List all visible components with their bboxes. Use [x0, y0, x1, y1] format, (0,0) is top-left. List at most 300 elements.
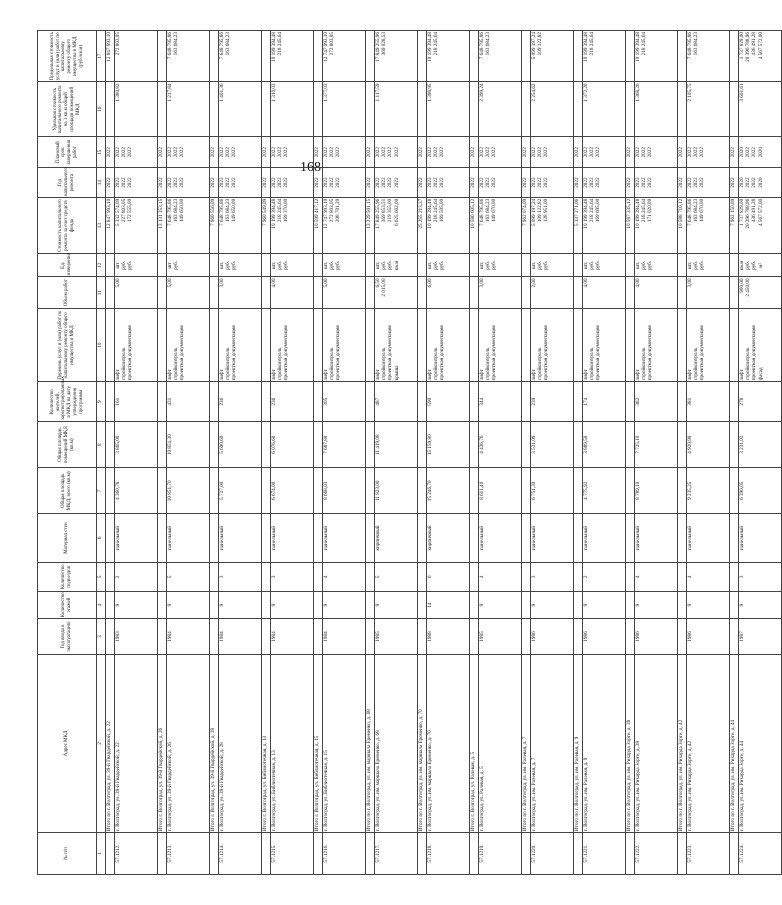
- table-row: [219, 31, 262, 875]
- volume-list: [470, 277, 479, 308]
- cost-item: 7 962 150,09: [730, 198, 736, 227]
- total-row: [210, 31, 219, 875]
- limit-cost-item: 272 803,05: [329, 32, 336, 56]
- deadline-list: [730, 136, 739, 167]
- premises-area: 5 690,60: [219, 422, 262, 468]
- repair-year-list: [470, 168, 479, 197]
- floors-count: [314, 591, 323, 618]
- address-cell: г. Волгоград, ул. 39-й Гвардейской, д. 22: [115, 654, 158, 832]
- repair-year-item: 2022: [173, 177, 180, 188]
- column-header: Адрес МКД: [38, 654, 97, 832]
- entrances-count: 4: [635, 562, 678, 591]
- limit-cost-list: [366, 31, 375, 82]
- unit-cost-list: [271, 82, 314, 137]
- deadline-list: [470, 136, 479, 167]
- units-list: [531, 254, 574, 277]
- entrances-count: 4: [323, 562, 366, 591]
- units-item: руб.: [693, 260, 700, 270]
- limit-cost-list: [375, 31, 418, 82]
- wall-material: [678, 514, 687, 562]
- works-list: [687, 308, 730, 381]
- cost-item: 10 586 605,12: [470, 198, 476, 229]
- premises-area: 4 920,90: [687, 422, 730, 468]
- column-header: Предельная стоимость услуг и (или) работ по капитальному ремонту общего имущества в МКД (руб./кв.м): [38, 31, 97, 82]
- residents-count: 236: [219, 382, 262, 422]
- cost-item: 7 648 795,86: [167, 198, 173, 227]
- units-item: руб.: [491, 260, 498, 270]
- total-area: [106, 468, 115, 514]
- deadline-item: 2022: [219, 147, 225, 158]
- units-item: шт.: [427, 261, 433, 270]
- deadline-item: 2022: [335, 147, 342, 158]
- limit-cost-item: 12 747 993,10: [323, 32, 329, 62]
- works-list: [470, 308, 479, 381]
- units-item: руб.: [329, 260, 336, 270]
- wall-material: [730, 514, 739, 562]
- repair-year-item: 2022: [329, 177, 336, 188]
- units-item: руб.: [127, 260, 134, 270]
- premises-area: 10 851,30: [167, 422, 210, 468]
- cost-item: 171 020,00: [647, 198, 654, 223]
- limit-cost-list: [730, 31, 739, 82]
- units-item: руб.: [277, 260, 284, 270]
- units-item: руб.: [647, 260, 654, 270]
- total-area: 6 751,30: [531, 468, 574, 514]
- unit-cost-list: [375, 82, 418, 137]
- wall-material: панельный: [583, 514, 626, 562]
- entrances-count: 3: [271, 562, 314, 591]
- unit-cost-item: 1 380,82: [115, 83, 121, 102]
- unit-cost-item: 2 399,24: [479, 83, 485, 102]
- total-row: [366, 31, 375, 875]
- limit-cost-list: [522, 31, 531, 82]
- cost-item: 1 737 829,00: [739, 198, 745, 227]
- deadline-item: 2022: [589, 147, 596, 158]
- floors-count: 9: [375, 591, 418, 618]
- works-item: стройконтроль: [485, 347, 492, 381]
- table-row: [271, 31, 314, 875]
- table-row: [687, 31, 730, 875]
- column-header: Год капитального ремонта: [38, 168, 97, 197]
- year-built: [210, 619, 219, 655]
- limit-cost-list: [470, 31, 479, 82]
- cost-list: [531, 197, 574, 254]
- repair-year-item: 2022: [225, 177, 232, 188]
- volume-item: 3,00: [479, 278, 485, 288]
- works-item: проектная документация: [387, 325, 394, 381]
- column-number: 14: [97, 168, 106, 197]
- row-number: 57.1219.: [479, 833, 522, 875]
- unit-cost-item: 1 401,36: [219, 83, 225, 102]
- cost-item: 149 650,00: [179, 198, 186, 223]
- works-item: лифт: [271, 369, 277, 381]
- deadline-item: 2022: [262, 147, 268, 158]
- column-header: Объем работ: [38, 277, 97, 308]
- repair-year-item: 2022: [626, 177, 632, 188]
- deadline-item: 2022: [127, 147, 134, 158]
- repair-year-item: 2022: [323, 177, 329, 188]
- works-item: стройконтроль: [225, 347, 232, 381]
- deadline-list: [366, 136, 375, 167]
- cost-item: 7 648 795,86: [479, 198, 485, 227]
- limit-cost-list: [626, 31, 635, 82]
- limit-cost-list: [583, 31, 626, 82]
- limit-cost-item: 4 567 572,00: [757, 32, 764, 60]
- residents-count: [262, 382, 271, 422]
- works-item: лифт: [479, 369, 485, 381]
- repair-year-item: 2022: [693, 177, 700, 188]
- deadline-list: [115, 136, 158, 167]
- repair-year-item: 2022: [543, 177, 550, 188]
- premises-area: [730, 422, 739, 468]
- wall-material: панельный: [271, 514, 314, 562]
- row-number: [470, 833, 479, 875]
- column-number: 16: [97, 82, 106, 137]
- limit-cost-item: 12 847 993,10: [106, 32, 112, 62]
- table-row: [115, 31, 158, 875]
- cost-list: [583, 197, 626, 254]
- wall-material: [418, 514, 427, 562]
- unit-cost-list: [366, 82, 375, 137]
- year-built: 1986: [531, 619, 574, 655]
- repair-year-list: [314, 168, 323, 197]
- premises-area: [574, 422, 583, 468]
- residents-count: [158, 382, 167, 422]
- row-number: [106, 833, 115, 875]
- units-item: шт.: [687, 261, 693, 270]
- residents-count: [522, 382, 531, 422]
- deadline-list: [314, 136, 323, 167]
- wall-material: [626, 514, 635, 562]
- address-cell: Итого по г. Волгоград, ул. им. Рихарда Зорге, д. 42: [678, 654, 687, 832]
- cost-item: 13 131 353,15: [158, 198, 164, 229]
- repair-year-list: [418, 168, 427, 197]
- works-item: проектная документация: [179, 325, 186, 381]
- cost-list: [635, 197, 678, 254]
- units-item: руб.: [433, 260, 440, 270]
- volume-list: [739, 277, 782, 308]
- works-list: [427, 308, 470, 381]
- repair-year-item: 2022: [314, 177, 320, 188]
- volume-list: [314, 277, 323, 308]
- works-item: стройконтроль: [433, 347, 440, 381]
- deadline-list: [210, 136, 219, 167]
- deadline-item: 2022: [531, 147, 537, 158]
- works-item: стройконтроль: [381, 347, 388, 381]
- repair-year-item: 2022: [366, 177, 372, 188]
- volume-item: 4,00: [635, 278, 641, 288]
- entrances-count: 5: [167, 562, 210, 591]
- floors-count: 9: [583, 591, 626, 618]
- unit-cost-item: 1 217,84: [167, 83, 173, 102]
- wall-material: панельный: [687, 514, 730, 562]
- limit-cost-item: 7 648 795,86: [167, 32, 173, 60]
- wall-material: [210, 514, 219, 562]
- limit-cost-list: [739, 31, 782, 82]
- year-built: [470, 619, 479, 655]
- entrances-count: [730, 562, 739, 591]
- entrances-count: [574, 562, 583, 591]
- limit-cost-item: 109 122,82: [537, 32, 544, 56]
- cost-item: 17 849 255,96: [375, 198, 381, 229]
- units-list: [626, 254, 635, 277]
- residents-count: 236: [271, 382, 314, 422]
- cost-list: [687, 197, 730, 254]
- row-number: [158, 833, 167, 875]
- repair-year-item: 2020: [757, 177, 764, 188]
- deadline-item: 2022: [329, 147, 336, 158]
- limit-cost-item: 436 491,28: [751, 32, 758, 56]
- entrances-count: [314, 562, 323, 591]
- address-cell: Итого г. Волгоград, ул. Библиотечная, д. 13: [262, 654, 271, 832]
- wall-material: [314, 514, 323, 562]
- wall-material: [106, 514, 115, 562]
- row-number: 57.1222.: [635, 833, 678, 875]
- row-number: 57.1213.: [167, 833, 210, 875]
- units-item: руб.: [439, 260, 446, 270]
- entrances-count: [470, 562, 479, 591]
- deadline-item: 2022: [433, 147, 440, 158]
- floors-count: [730, 591, 739, 618]
- table-row: [479, 31, 522, 875]
- repair-year-item: 2022: [158, 177, 164, 188]
- address-cell: Итого по г. Волгоград, ул. им. Ралевая, д. 9: [574, 654, 583, 832]
- entrances-count: 2: [583, 562, 626, 591]
- cost-item: 10 199 394,48: [635, 198, 641, 229]
- unit-cost-list: [522, 82, 531, 137]
- cost-item: 128 951,00: [543, 198, 550, 223]
- floors-count: [106, 591, 115, 618]
- floors-count: 9: [739, 591, 782, 618]
- cost-list: [210, 197, 219, 254]
- deadline-list: [158, 136, 167, 167]
- page-number: 168: [300, 160, 321, 175]
- column-number: 3: [97, 619, 106, 655]
- works-list: [219, 308, 262, 381]
- deadline-item: 2022: [231, 147, 238, 158]
- works-item: лифт: [583, 369, 589, 381]
- repair-year-list: [323, 168, 366, 197]
- address-cell: г. Волгоград, ул. 39-й Гвардейской, д. 26: [167, 654, 210, 832]
- cost-list: [366, 197, 375, 254]
- column-number: 8: [97, 422, 106, 468]
- column-number: 4: [97, 591, 106, 618]
- premises-area: 3 889,50: [583, 422, 626, 468]
- works-item: проектная документация: [439, 325, 446, 381]
- volume-item: 5,00: [115, 278, 121, 288]
- residents-count: 239: [531, 382, 574, 422]
- works-item: стройконтроль: [329, 347, 336, 381]
- deadline-list: [583, 136, 626, 167]
- wall-material: панельный: [479, 514, 522, 562]
- total-area: [678, 468, 687, 514]
- cost-item: 369 853,51: [381, 198, 388, 223]
- header-row: [38, 31, 97, 875]
- units-item: руб.: [225, 260, 232, 270]
- volume-item: 6,00: [427, 278, 433, 288]
- deadline-item: 2022: [323, 147, 329, 158]
- year-built: [626, 619, 635, 655]
- limit-cost-item: 10 199 394,48: [583, 32, 589, 62]
- units-list: [470, 254, 479, 277]
- limit-cost-list: [635, 31, 678, 82]
- volume-list: [635, 277, 678, 308]
- residents-count: [314, 382, 323, 422]
- row-number: 57.1216.: [323, 833, 366, 875]
- deadline-item: 2020: [739, 147, 745, 158]
- repair-year-item: 2022: [271, 177, 277, 188]
- deadline-item: 2022: [121, 147, 128, 158]
- cost-item: 218 245,64: [433, 198, 440, 223]
- repair-year-item: 2022: [106, 177, 112, 188]
- deadline-item: 2022: [167, 147, 173, 158]
- units-item: руб.: [751, 260, 758, 270]
- row-number: [262, 833, 271, 875]
- unit-cost-list: [687, 82, 730, 137]
- cost-item: 10 199 394,48: [583, 198, 589, 229]
- repair-year-item: 2022: [635, 177, 641, 188]
- premises-area: [314, 422, 323, 468]
- residents-count: [626, 382, 635, 422]
- cost-item: 10 588 710,12: [678, 198, 684, 229]
- deadline-item: 2022: [283, 147, 290, 158]
- cost-list: [219, 197, 262, 254]
- total-area: [574, 468, 583, 514]
- premises-area: 4 436,76: [479, 422, 522, 468]
- cost-item: 169 695,00: [595, 198, 602, 223]
- deadline-item: 2022: [314, 147, 320, 158]
- row-number: [314, 833, 323, 875]
- volume-item: 4,00: [271, 278, 277, 288]
- deadline-item: 2022: [595, 147, 602, 158]
- works-item: фасад: [757, 367, 764, 381]
- unit-cost-list: [167, 82, 210, 137]
- repair-year-list: [626, 168, 635, 197]
- deadline-item: 2022: [635, 147, 641, 158]
- unit-cost-list: [115, 82, 158, 137]
- residents-count: [366, 382, 375, 422]
- table-row: [583, 31, 626, 875]
- works-item: проектная документация: [543, 325, 550, 381]
- works-item: проектная документация: [231, 325, 238, 381]
- column-number-row: [97, 31, 106, 875]
- column-header: Материал стен: [38, 514, 97, 562]
- volume-list: [158, 277, 167, 308]
- column-header: Общая площадь помещений МКД (кв.м): [38, 422, 97, 468]
- cost-list: [678, 197, 687, 254]
- premises-area: [106, 422, 115, 468]
- address-cell: Итого г. Волгоград, ул. 39-й Гвардейской, д. 26: [158, 654, 167, 832]
- address-cell: г. Волгоград, ул. им. Ралевая, д. 9: [583, 654, 626, 832]
- repair-year-list: [427, 168, 470, 197]
- units-list: [730, 254, 739, 277]
- residents-count: [470, 382, 479, 422]
- cost-list: [167, 197, 210, 254]
- unit-cost-list: [418, 82, 427, 137]
- limit-cost-list: [479, 31, 522, 82]
- units-item: м²: [757, 263, 764, 268]
- works-item: стройконтроль: [589, 347, 596, 381]
- unit-cost-list: [106, 82, 115, 137]
- units-item: шт.: [323, 261, 329, 270]
- column-header: Удельная стоимость капитального ремонта на 1 кв.м общей площади помещений МКД: [38, 82, 97, 137]
- floors-count: [678, 591, 687, 618]
- works-list: [583, 308, 626, 381]
- deadline-item: 2022: [745, 147, 752, 158]
- column-header: Перечень услуг и (или) работ по капитальному ремонту общего имущества в МКД: [38, 308, 97, 381]
- works-list: [479, 308, 522, 381]
- deadline-item: 2022: [173, 147, 180, 158]
- units-list: [366, 254, 375, 277]
- units-item: руб.: [485, 260, 492, 270]
- floors-count: 9: [531, 591, 574, 618]
- repair-year-item: 2022: [418, 177, 424, 188]
- unit-cost-list: [158, 82, 167, 137]
- repair-year-list: [366, 168, 375, 197]
- premises-area: 3 865,00: [115, 422, 158, 468]
- premises-area: 7 725,10: [635, 422, 678, 468]
- deadline-item: 2022: [375, 147, 381, 158]
- volume-item: 2,00: [531, 278, 537, 288]
- repair-year-list: [115, 168, 158, 197]
- total-row: [262, 31, 271, 875]
- row-number: [522, 833, 531, 875]
- unit-cost-list: [626, 82, 635, 137]
- address-cell: г. Волгоград, ул. им. Рихарда Зорге, д. 44: [739, 654, 782, 832]
- deadline-item: 2022: [366, 147, 372, 158]
- total-area: 8 789,10: [635, 468, 678, 514]
- table-row: [167, 31, 210, 875]
- entrances-count: 3: [219, 562, 262, 591]
- units-item: руб.: [121, 260, 128, 270]
- deadline-list: [375, 136, 418, 167]
- repair-year-item: 2022: [583, 177, 589, 188]
- deadline-list: [635, 136, 678, 167]
- total-row: [106, 31, 115, 875]
- total-area: 4 360,78: [115, 468, 158, 514]
- volume-list: [271, 277, 314, 308]
- year-built: 1986: [635, 619, 678, 655]
- deadline-item: 2022: [522, 147, 528, 158]
- floors-count: [262, 591, 271, 618]
- limit-cost-list: [106, 31, 115, 82]
- volume-list: [219, 277, 262, 308]
- limit-cost-list: [323, 31, 366, 82]
- residents-count: 344: [479, 382, 522, 422]
- repair-year-item: 2020: [739, 177, 745, 188]
- repair-year-item: 2022: [745, 177, 752, 188]
- works-list: [418, 308, 427, 381]
- repair-year-list: [479, 168, 522, 197]
- repair-year-item: 2022: [485, 177, 492, 188]
- repair-year-item: 2022: [678, 177, 684, 188]
- residents-count: [418, 382, 427, 422]
- cost-list: [470, 197, 479, 254]
- year-built: 1987: [739, 619, 782, 655]
- works-item: стройконтроль: [121, 347, 128, 381]
- works-item: проектная документация: [647, 325, 654, 381]
- limit-cost-item: 10 199 394,48: [427, 32, 433, 62]
- deadline-item: 2022: [647, 147, 654, 158]
- repair-year-item: 2022: [439, 177, 446, 188]
- volume-item: 6,50: [375, 278, 381, 288]
- units-item: шт: [167, 262, 173, 269]
- total-area: 15 246,70: [427, 468, 470, 514]
- units-item: руб.: [745, 260, 752, 270]
- total-row: [314, 31, 323, 875]
- premises-area: [418, 422, 427, 468]
- limit-cost-list: [687, 31, 730, 82]
